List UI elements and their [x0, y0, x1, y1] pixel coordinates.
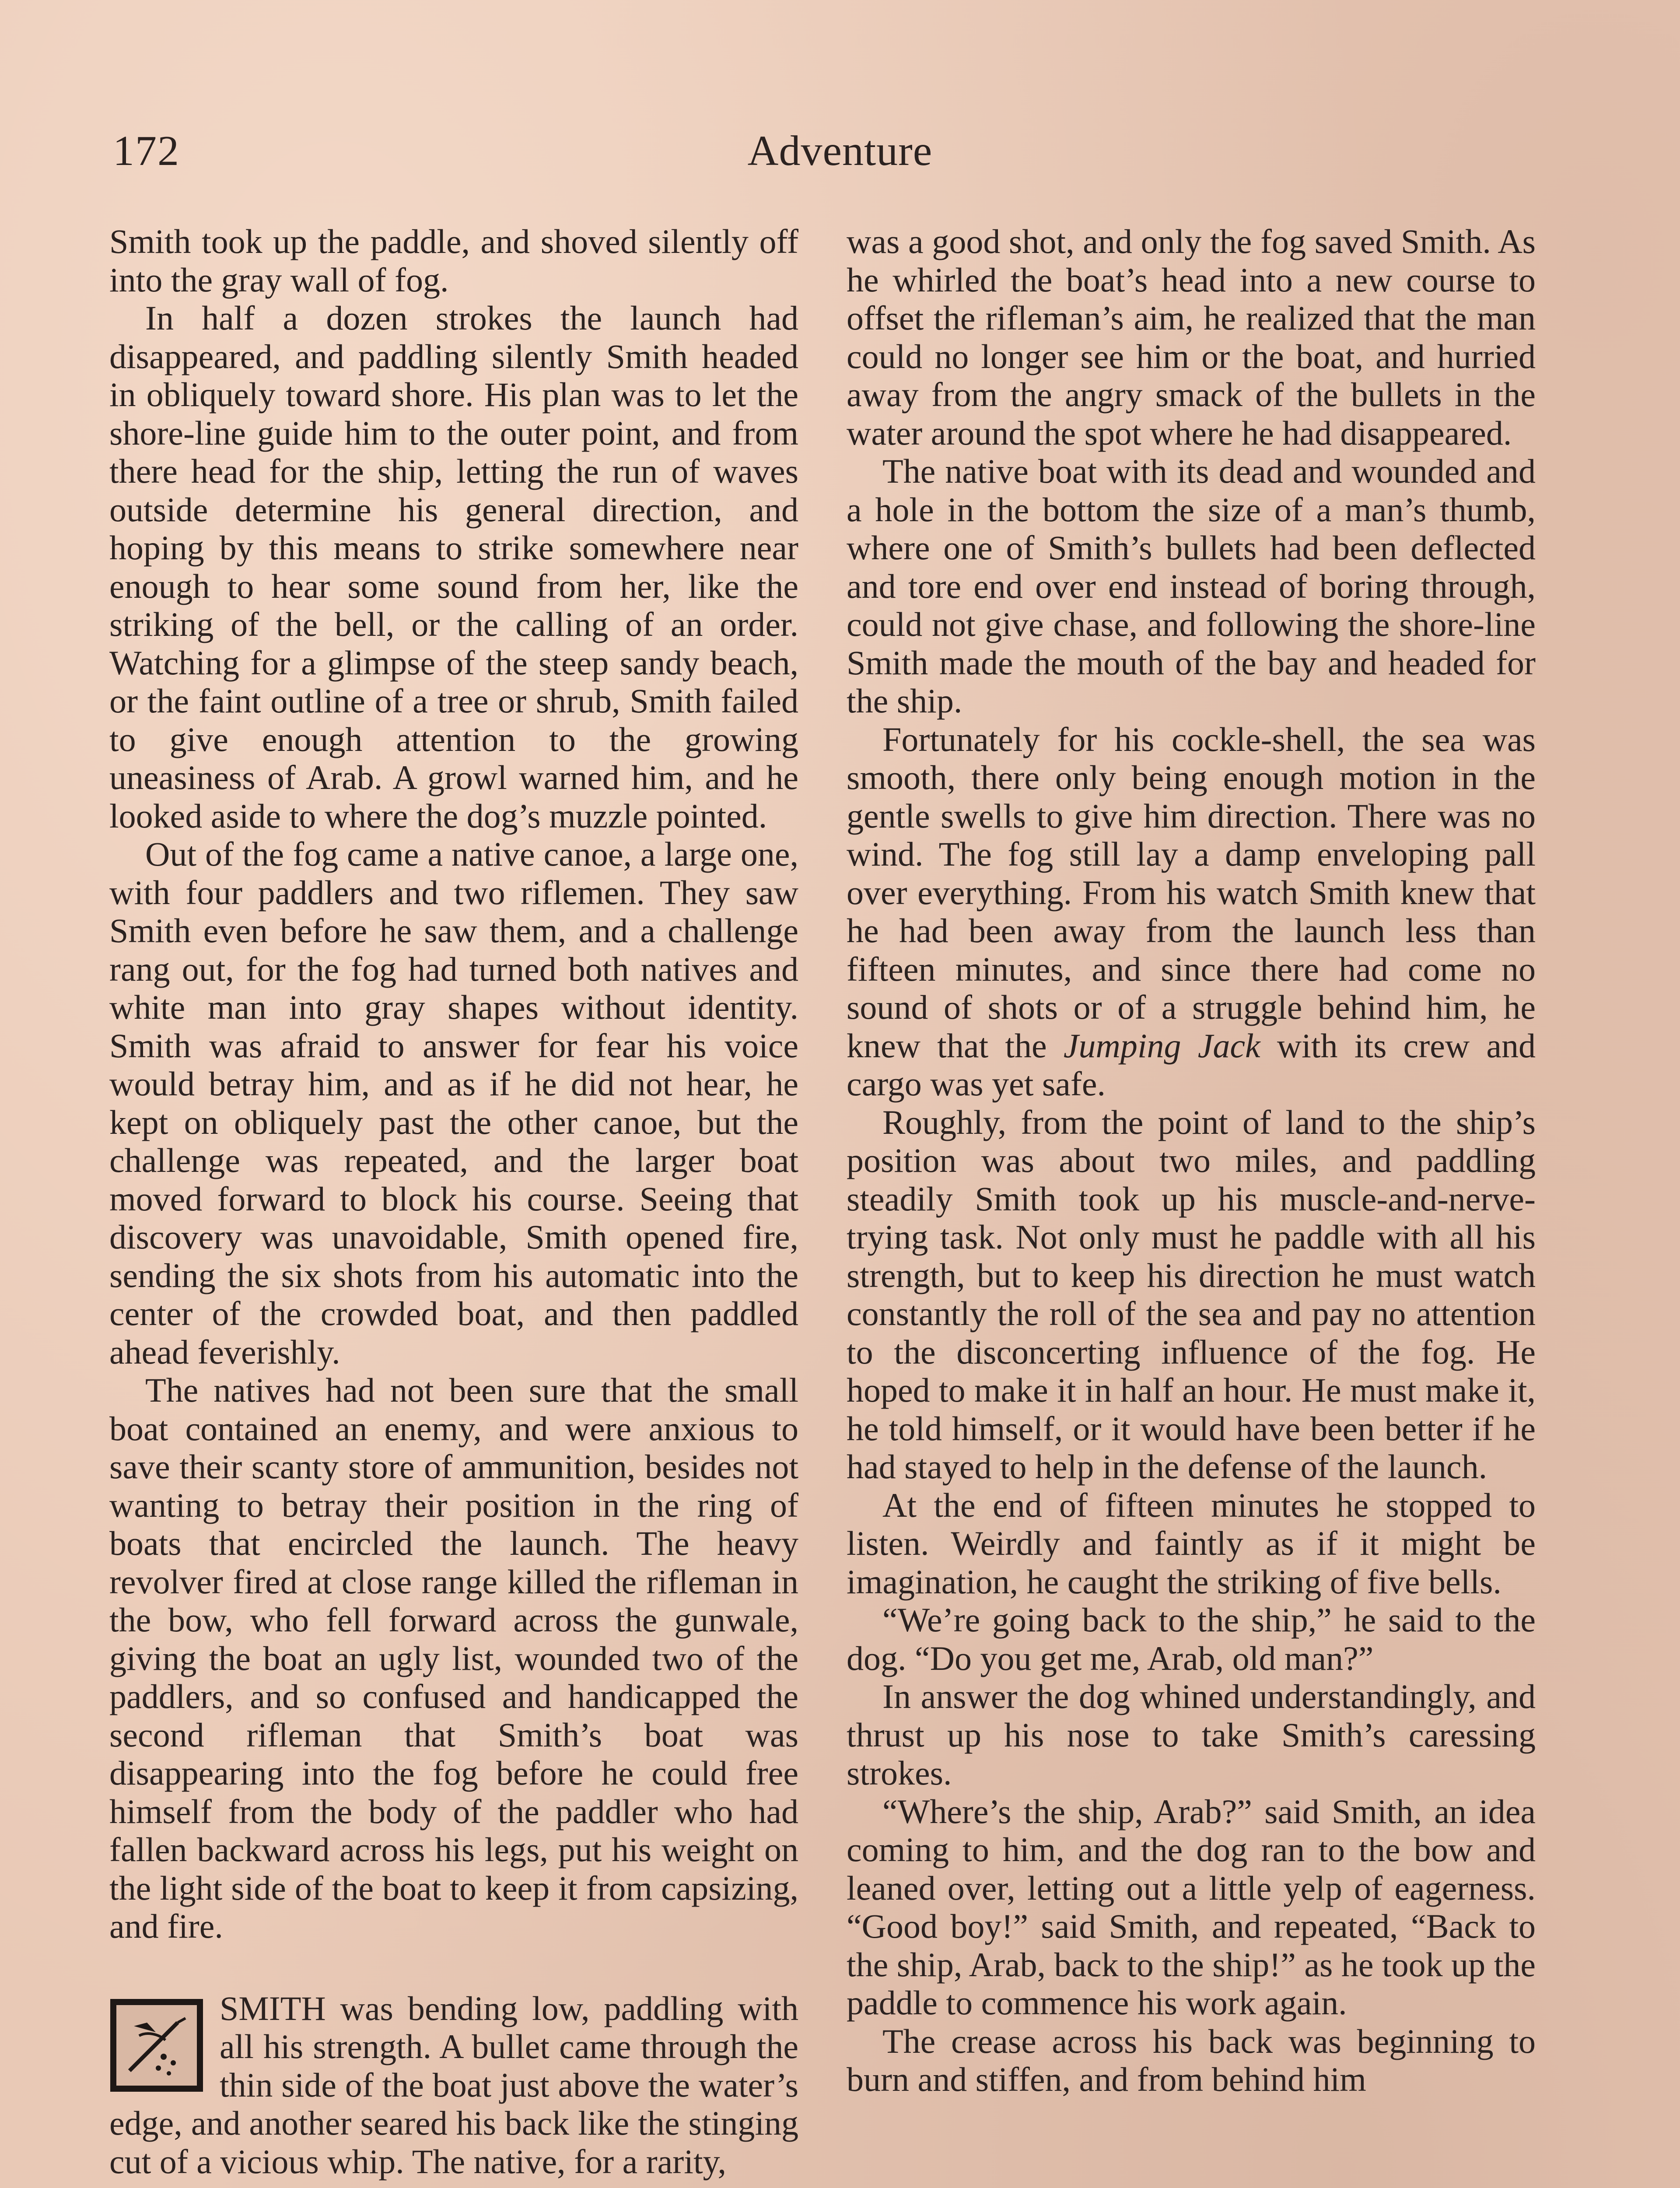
- page-number: 172: [113, 127, 180, 175]
- left-column: [109, 222, 798, 2181]
- paragraph: In answer the dog whined understandingly, and thrust up his nose to take Smith’s caressing strokes.: [847, 1677, 1536, 1792]
- paragraph: The native boat with its dead and wounded and a hole in the bottom the size of a man’s thumb, where one of Smith’s bullets had been deflected and tore end over end instead of boring through, could not give chase, and following the shore-line Smith made the mouth of the bay and headed for the ship.: [847, 452, 1536, 720]
- paragraph: The natives had not been sure that the small boat contained an enemy, and were anxious to save their scanty store of ammunition, besides not wanting to betray their position in the ring of boats that encircled the launch. The heavy revolver fired at close range killed the rifleman in the bow, who fell forward across the gunwale, giving the boat an ugly list, wounded two of the paddlers, and so confused and handicapped the second rifleman that Smith’s boat was disappearing into the fog before he could free himself from the body of the paddler who had fallen backward across his legs, put his weight on the light side of the boat to keep it from capsizing, and fire.: [109, 1371, 798, 1945]
- paragraph: The crease across his back was beginning to burn and stiffen, and from behind him: [847, 2022, 1536, 2098]
- paragraph: Roughly, from the point of land to the ship’s position was about two miles, and paddling steadily Smith took up his muscle-and-nerve-trying task. Not only must he paddle with all his strength, but to keep his direction he must watch constantly the roll of the sea and pay no attention to the disconcerting influence of the fog. He hoped to make it in half an hour. He must make it, he told himself, or it would have been better if he had stayed to help in the defense of the launch.: [847, 1103, 1536, 1486]
- ship-name: Jumping Jack: [1063, 1026, 1260, 1065]
- paragraph-text: with its crew and cargo was yet safe.: [847, 1026, 1536, 1103]
- section-opening-text: SMITH was bending low, paddling with all his strength. A bullet came through the thin side of the boat just above the water’s edge, and another seared his back like the stinging cut of a vicious whip. The native, for a rarity,: [109, 1989, 798, 2181]
- running-title: Adventure: [747, 127, 933, 175]
- right-column: [847, 222, 1536, 2099]
- paragraph: Smith took up the paddle, and shoved silently off into the gray wall of fog.: [109, 222, 798, 299]
- paragraph: In half a dozen strokes the launch had disappeared, and paddling silently Smith headed in obliquely toward shore. His plan was to let the shore-line guide him to the outer point, and from there head for the ship, letting the run of waves outside determine his general direction, and hoping by this means to strike somewhere near enough to hear some sound from her, like the striking of the bell, or the calling of an order. Watching for a glimpse of the steep sandy beach, or the faint outline of a tree or shrub, Smith failed to give enough attention to the growing uneasiness of Arab. A growl warned him, and he looked aside to where the dog’s muzzle pointed.: [109, 299, 798, 835]
- paragraph: “We’re going back to the ship,” he said to the dog. “Do you get me, Arab, old man?”: [847, 1601, 1536, 1677]
- paragraph-text: Fortunately for his cockle-shell, the sea was smooth, there only being enough motion in the gentle swells to give him direction. There was no wind. The fog still lay a damp enveloping pall over everything. From his watch Smith knew that he had been away from the launch less than fifteen minutes, and since there had come no sound of shots or of a struggle behind him, he knew that the: [847, 720, 1536, 1065]
- paragraph: Out of the fog came a native canoe, a large one, with four paddlers and two riflemen. They saw Smith even before he saw them, and a challenge rang out, for the fog had turned both natives and white man into gray shapes without identity. Smith was afraid to answer for fear his voice would betray him, and as if he did not hear, he kept on obliquely past the other canoe, but the challenge was repeated, and the larger boat moved forward to block his course. Seeing that discovery was unavoidable, Smith opened fire, sending the six shots from his automatic into the center of the crowded boat, and then paddled ahead feverishly.: [109, 835, 798, 1371]
- drop-cap-ornament-icon: [110, 1999, 203, 2092]
- section-opening-paragraph: [109, 1989, 798, 2181]
- paragraph: “Where’s the ship, Arab?” said Smith, an idea coming to him, and the dog ran to the bow and leaned over, letting out a little yelp of eagerness. “Good boy!” said Smith, and repeated, “Back to the ship, Arab, back to the ship!” as he took up the paddle to commence his work again.: [847, 1792, 1536, 2022]
- paragraph: [847, 720, 1536, 1103]
- paragraph: At the end of fifteen minutes he stopped to listen. Weirdly and faintly as if it might be imagination, he caught the striking of five bells.: [847, 1486, 1536, 1601]
- paragraph: was a good shot, and only the fog saved Smith. As he whirled the boat’s head into a new course to offset the rifleman’s aim, he realized that the man could no longer see him or the boat, and hurried away from the angry smack of the bullets in the water around the spot where he had disappeared.: [847, 222, 1536, 452]
